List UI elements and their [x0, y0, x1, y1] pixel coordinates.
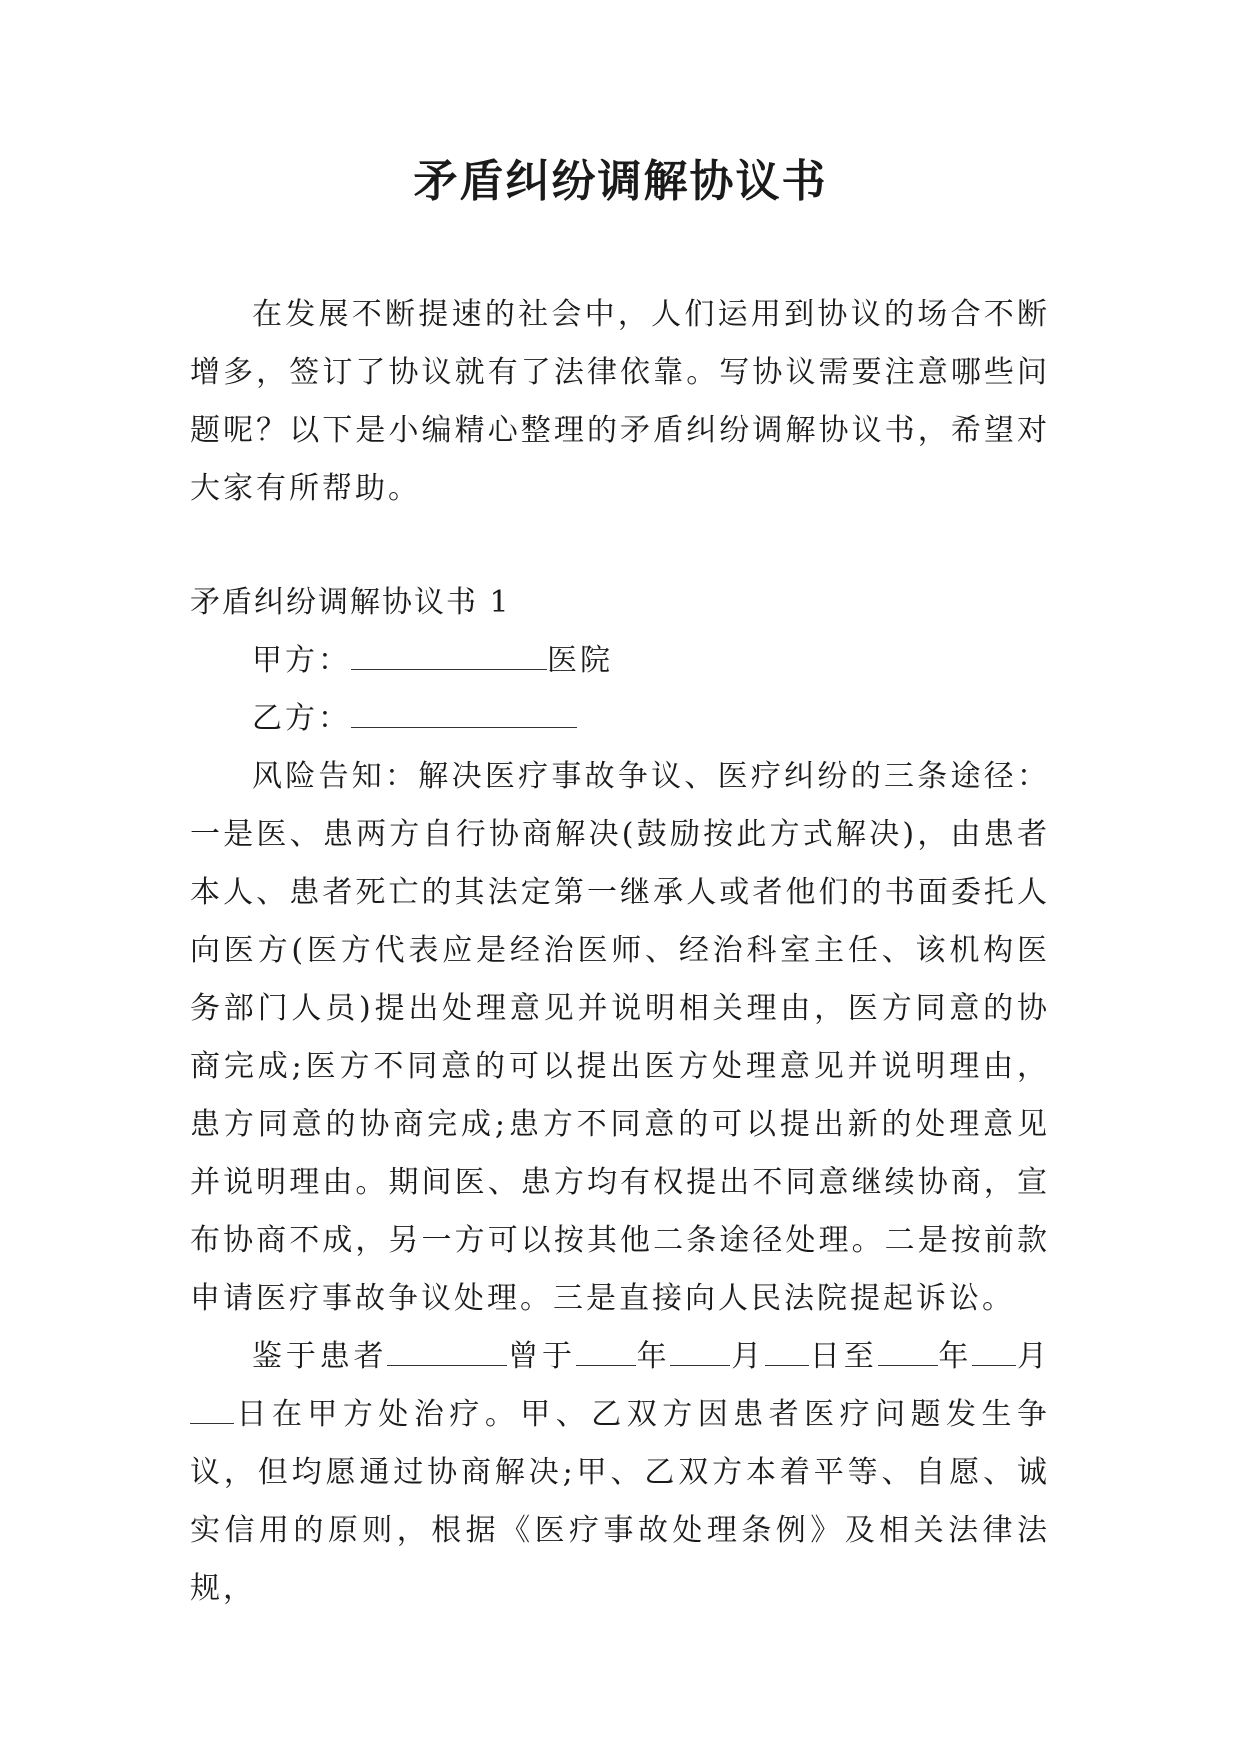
- intro-text: 在发展不断提速的社会中，人们运用到协议的场合不断增多，签订了协议就有了法律依靠。写协议需要注意哪些问题呢？以下是小编精心整理的矛盾纠纷调解协议书，希望对大家有所帮助。: [190, 297, 1050, 506]
- clause-text-8: 日在甲方处治疗。甲、乙双方因患者医疗问题发生争议，但均愿通过协商解决;甲、乙双方本着平等、自愿、诚实信用的原则，根据《医疗事故处理条例》及相关法律法规，: [190, 1397, 1050, 1606]
- end-day-blank: [190, 1391, 234, 1424]
- party-a-line: [190, 632, 1050, 690]
- risk-notice-paragraph: 风险告知：解决医疗事故争议、医疗纠纷的三条途径：一是医、患两方自行协商解决(鼓励按此方式解决)，由患者本人、患者死亡的其法定第一继承人或者他们的书面委托人向医方(医方代表应是经治医师、经治科室主任、该机构医务部门人员)提出处理意见并说明相关理由，医方同意的协商完成;医方不同意的可以提出医方处理意见并说明理由，患方同意的协商完成;患方不同意的可以提出新的处理意见并说明理由。期间医、患方均有权提出不同意继续协商，宣布协商不成，另一方可以按其他二条途径处理。二是按前款申请医疗事故争议处理。三是直接向人民法院提起诉讼。: [190, 759, 1050, 1316]
- party-b-line: [190, 690, 1050, 748]
- party-b-blank: [351, 695, 577, 728]
- party-b-label: 乙方：: [252, 701, 351, 736]
- clause-text-4: 月: [730, 1339, 766, 1374]
- document-title: 矛盾纠纷调解协议书: [413, 156, 828, 207]
- start-day-blank: [765, 1333, 809, 1366]
- clause-text-6: 年: [937, 1339, 973, 1374]
- start-month-blank: [670, 1333, 730, 1366]
- intro-paragraph: [190, 286, 1050, 518]
- clause-text-3: 年: [635, 1339, 671, 1374]
- agreement-section-1: [190, 574, 1050, 1618]
- party-a-label: 甲方：: [252, 643, 351, 678]
- treatment-clause-paragraph: [190, 1328, 1050, 1618]
- party-a-suffix: 医院: [547, 643, 613, 678]
- section-heading: 矛盾纠纷调解协议书 1: [190, 585, 511, 620]
- patient-name-blank: [387, 1333, 507, 1366]
- party-a-blank: [351, 637, 547, 670]
- clause-text-1: 鉴于患者: [252, 1339, 388, 1374]
- start-year-blank: [576, 1333, 636, 1366]
- clause-text-5: 日至: [809, 1339, 878, 1374]
- clause-text-2: 曾于: [507, 1339, 576, 1374]
- end-year-blank: [878, 1333, 938, 1366]
- end-month-blank: [972, 1333, 1016, 1366]
- clause-text-7: 月: [1016, 1339, 1051, 1374]
